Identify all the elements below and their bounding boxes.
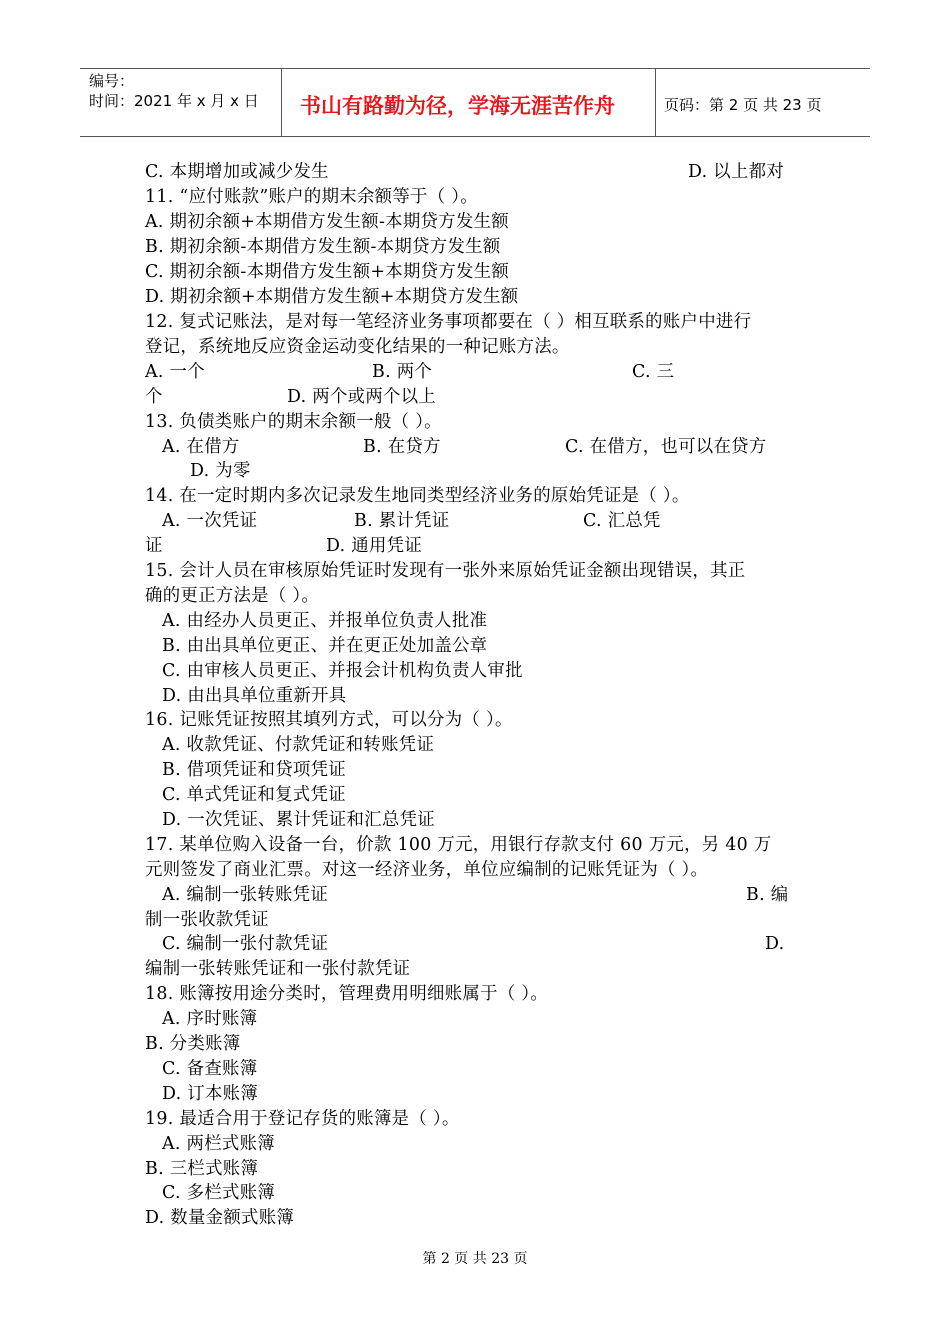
text-line: B. 两个 [372,362,433,382]
text-line: D. 两个或两个以上 [287,387,437,407]
text-line: D. 由出具单位重新开具 [162,686,347,706]
text-line: 19. 最适合用于登记存货的账簿是（ ）。 [145,1109,460,1129]
text-line: B. 累计凭证 [354,511,450,531]
text-line: B. 由出具单位更正、并在更正处加盖公章 [162,636,488,656]
text-line: 17. 某单位购入设备一台，价款 100 万元，用银行存款支付 60 万元，另 40 万 [145,835,772,855]
document-number: 编号： [89,72,135,90]
text-line: 12. 复式记账法，是对每一笔经济业务事项都要在（ ）相互联系的账户中进行 [145,312,752,332]
header-bottom-rule [80,136,870,137]
text-line: 制一张收款凭证 [145,910,269,930]
text-line: A. 由经办人员更正、并报单位负责人批准 [162,611,488,631]
text-line: D. 订本账簿 [162,1084,259,1104]
text-line: D. [765,934,785,954]
text-line: C. 本期增加或减少发生 [145,162,329,182]
text-line: 确的更正方法是（ ）。 [145,586,320,606]
text-line: D. 一次凭证、累计凭证和汇总凭证 [162,810,435,830]
text-line: C. 单式凭证和复式凭证 [162,785,346,805]
page-footer: 第 2 页 共 23 页 [422,1251,528,1267]
text-line: A. 编制一张转账凭证 [162,885,329,905]
text-line: 元则签发了商业汇票。对这一经济业务，单位应编制的记账凭证为（ ）。 [145,860,709,880]
text-line: A. 序时账簿 [162,1009,258,1029]
text-line: C. 编制一张付款凭证 [162,934,329,954]
text-line: C. 期初余额-本期借方发生额+本期贷方发生额 [145,262,510,282]
text-line: 编制一张转账凭证和一张付款凭证 [145,959,411,979]
header-divider [281,68,282,136]
text-line: A. 两栏式账簿 [162,1134,275,1154]
text-line: B. 三栏式账簿 [145,1159,259,1179]
text-line: A. 在借方 [162,437,240,457]
text-line: A. 一个 [145,362,205,382]
text-line: D. 期初余额+本期借方发生额+本期贷方发生额 [145,287,519,307]
header-divider [655,68,656,136]
text-line: 16. 记账凭证按照其填列方式，可以分为（ ）。 [145,710,513,730]
text-line: C. 汇总凭 [583,511,661,531]
header-top-rule [80,68,870,69]
text-line: 个 [145,387,163,407]
text-line: A. 一次凭证 [162,511,258,531]
text-line: A. 收款凭证、付款凭证和转账凭证 [162,735,435,755]
text-line: D. 通用凭证 [326,536,423,556]
text-line: C. 三 [632,362,675,382]
text-line: D. 以上都对 [688,162,785,182]
text-line: 15. 会计人员在审核原始凭证时发现有一张外来原始凭证金额出现错误，其正 [145,561,746,581]
text-line: C. 备查账簿 [162,1059,258,1079]
text-line: 13. 负债类账户的期末余额一般（ ）。 [145,412,442,432]
text-line: B. 借项凭证和贷项凭证 [162,760,346,780]
text-line: 18. 账簿按用途分类时，管理费用明细账属于（ ）。 [145,984,549,1004]
document-date: 时间：2021 年 x 月 x 日 [89,92,259,110]
header-page-info: 页码：第 2 页 共 23 页 [664,96,822,114]
text-line: 登记，系统地反应资金运动变化结果的一种记账方法。 [145,337,570,357]
header-motto: 书山有路勤为径，学海无涯苦作舟 [300,94,615,118]
text-line: 14. 在一定时期内多次记录发生地同类型经济业务的原始凭证是（ ）。 [145,486,690,506]
text-line: 11. “应付账款”账户的期末余额等于（ ）。 [145,187,478,207]
text-line: C. 在借方，也可以在贷方 [565,437,767,457]
text-line: D. 为零 [190,461,251,481]
text-line: B. 在贷方 [363,437,441,457]
text-line: B. 分类账簿 [145,1034,241,1054]
text-line: B. 编 [746,885,789,905]
text-line: C. 由审核人员更正、并报会计机构负责人审批 [162,661,523,681]
text-line: C. 多栏式账簿 [162,1183,276,1203]
text-line: 证 [145,536,163,556]
text-line: D. 数量金额式账簿 [145,1208,295,1228]
text-line: A. 期初余额+本期借方发生额-本期贷方发生额 [145,212,509,232]
text-line: B. 期初余额-本期借方发生额-本期贷方发生额 [145,237,501,257]
